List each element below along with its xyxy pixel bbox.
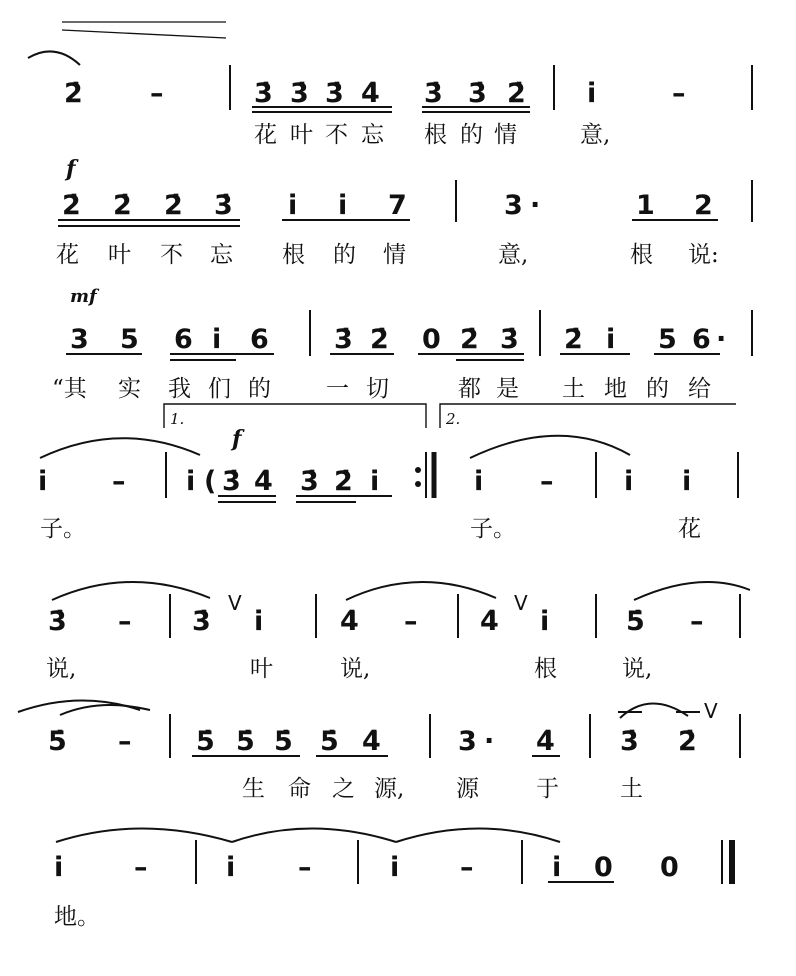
dash: – [118,726,132,757]
note: 2̇ [370,324,389,355]
lyric: 子。 [40,516,86,542]
note: 2̇ [334,466,353,497]
note: i [474,466,484,497]
dash: – [118,606,132,637]
note: 4̇ [362,726,381,757]
note: 4̇ [536,726,555,757]
lyric: 叶 [108,242,131,268]
tie-arc [28,51,80,65]
note: i [370,466,380,497]
lyric: 源, [374,776,405,802]
dynamic-mark: f [232,426,242,452]
score-row-7 [54,829,732,931]
tie-arc [52,582,210,600]
score-row-5 [46,582,750,682]
dynamic-mark: f [66,156,76,182]
note: 2̇ [507,78,526,109]
note: 6 [174,324,193,355]
slur-arc [620,703,688,718]
dot: · [530,190,541,221]
lyric: 实 [118,376,141,402]
note: 7 [388,190,407,221]
score-row-4 [38,404,738,542]
lyric: 说, [46,656,77,682]
tie-arc [396,829,560,843]
note: 5̇ [196,726,215,757]
note: 5̇ [48,726,67,757]
lyric: 的 [646,376,669,402]
dash: – [672,78,686,109]
note: i [38,466,48,497]
repeat-dot [415,467,421,473]
note: i [212,324,222,355]
lyric: 于 [536,776,559,802]
note: 3̇ [300,466,319,497]
note: 0 [594,852,613,883]
lyric: 生 [242,776,265,802]
tie-arc [40,438,200,458]
lyric: 根 [534,656,557,682]
breath-mark: V [704,699,718,723]
volta-bracket-1 [164,404,426,428]
score-row-1 [28,51,752,148]
note: 2̇ [113,190,132,221]
repeat-dot [415,481,421,487]
note: 5̇ [626,606,645,637]
note: 3̇ [334,324,353,355]
note: i [587,78,597,109]
note: 3̇ [468,78,487,109]
dash: – [690,606,704,637]
continuation-line [62,30,226,38]
note: 4̇ [254,466,273,497]
dash: – [460,852,474,883]
tie-arc [232,829,396,843]
note: i [606,324,616,355]
note: 4̇ [361,78,380,109]
lyric: 花 [254,122,277,148]
lyric: 的 [460,122,483,148]
lyric: 忘 [210,242,233,268]
volta-label: 1. [170,410,185,428]
lyric: 我 [168,376,191,402]
note: 3 [70,324,89,355]
lyric: 不 [160,242,183,268]
note: i [288,190,298,221]
lyric: 的 [248,376,271,402]
dot: · [716,324,727,355]
note: 4̇ [340,606,359,637]
note: 3̇ [192,606,211,637]
lyric: “其 [52,376,87,402]
lyric: 说, [340,656,371,682]
note: 2̇ [460,324,479,355]
volta-bracket-2 [440,404,736,428]
tie-arc [346,582,496,600]
volta-label: 2. [446,410,461,428]
note: 3̇ [325,78,344,109]
note: 3̇ [222,466,241,497]
lyric: 叶 [250,656,273,682]
dash: – [540,466,554,497]
dash: – [404,606,418,637]
dynamic-mark: mf [70,286,97,307]
tie-arc [60,705,150,715]
note: 2̇ [64,78,83,109]
lyric: 说, [622,656,653,682]
dash: – [112,466,126,497]
note: i [254,606,264,637]
paren: ( [204,466,217,497]
score-row-6 [18,699,740,802]
note: i [338,190,348,221]
lyric: 源 [456,776,479,802]
breath-mark: V [514,591,528,615]
note: 3̇ [620,726,639,757]
note: 2̇ [564,324,583,355]
lyric: 忘 [361,122,384,148]
note: 2̇ [164,190,183,221]
breath-mark: V [228,591,242,615]
note: 2̇ [678,726,697,757]
note: i [390,852,400,883]
note: 3 [504,190,523,221]
lyric: 情 [494,122,517,148]
lyric: 花 [678,516,701,542]
lyric: 的 [333,242,356,268]
lyric: 命 [288,776,311,802]
note: 3̇ [214,190,233,221]
note: 0 [422,324,441,355]
note: i [552,852,562,883]
lyric: 切 [366,376,389,402]
dash: – [298,852,312,883]
dot: · [484,726,495,757]
note: 2 [694,190,713,221]
note: i [226,852,236,883]
note: 3 [458,726,477,757]
note: 1 [636,190,655,221]
note: i [682,466,692,497]
lyric: 情 [383,242,406,268]
lyric: 给 [688,376,711,402]
lyric: 花 [56,242,79,268]
score-row-3 [52,286,752,402]
note: 3̇ [424,78,443,109]
note: 6 [692,324,711,355]
lyric: 子。 [470,516,516,542]
note: 3̇ [254,78,273,109]
lyric: 们 [208,376,231,402]
note: 0 [660,852,679,883]
note: 5̇ [236,726,255,757]
note: i [540,606,550,637]
note: 6 [250,324,269,355]
lyric: 不 [325,122,348,148]
note: 3̇ [290,78,309,109]
score-row-2 [56,156,752,268]
lyric: 都 [458,376,481,402]
lyric: 说: [688,242,719,268]
dash: – [134,852,148,883]
note: 4̇ [480,606,499,637]
note: 5̇ [320,726,339,757]
note: i [54,852,64,883]
note: i [186,466,196,497]
note: 2̇ [62,190,81,221]
tie-arc [56,829,232,843]
note: 5̇ [274,726,293,757]
lyric: 意, [580,122,611,148]
lyric: 叶 [290,122,313,148]
lyric: 根 [630,242,653,268]
lyric: 是 [496,376,519,402]
note: 5 [658,324,677,355]
note: 5 [120,324,139,355]
note: 3̇ [500,324,519,355]
lyric: 地。 [54,904,100,930]
note: i [624,466,634,497]
lyric: 土 [620,776,643,802]
lyric: 一 [326,376,349,402]
lyric: 根 [424,122,447,148]
lyric: 意, [498,242,529,268]
lyric: 根 [282,242,305,268]
dash: – [150,78,164,109]
lyric: 之 [332,776,355,802]
lyric: 土 [562,376,585,402]
lyric: 地 [604,376,627,402]
note: 3̇ [48,606,67,637]
tie-arc [470,436,630,458]
tie-arc [634,582,750,600]
